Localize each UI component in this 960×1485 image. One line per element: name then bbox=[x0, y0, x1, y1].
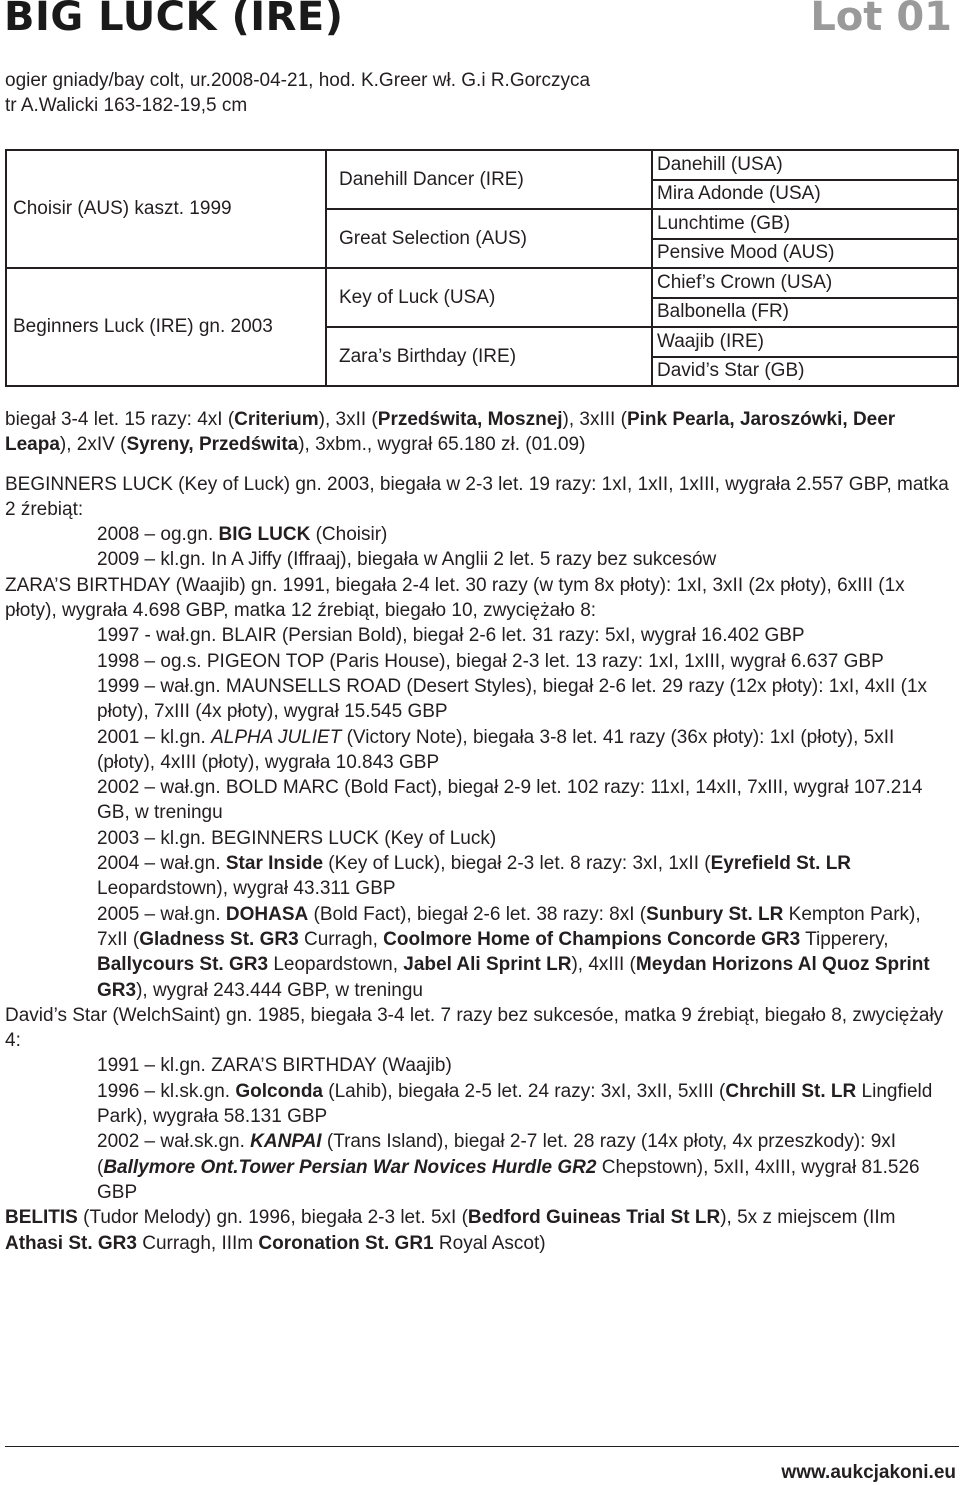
pedigree-great-grandparent: Chief’s Crown (USA) bbox=[652, 268, 958, 298]
progeny-entry: 2003 – kl.gn. BEGINNERS LUCK (Key of Luck) bbox=[97, 827, 497, 849]
progeny-entry: 1991 – kl.gn. ZARA’S BIRTHDAY (Waajib) bbox=[97, 1055, 452, 1077]
pedigree-great-grandparent: Mira Adonde (USA) bbox=[652, 180, 958, 210]
progeny-entry: 2002 – wał.gn. BOLD MARC (Bold Fact), biegał 2-9 let. 102 razy: 11xI, 14xII, 7xIII, wygrał 107.214 GB, w treningu bbox=[97, 777, 923, 824]
footer-divider bbox=[5, 1446, 959, 1447]
pedigree-great-grandparent: Balbonella (FR) bbox=[652, 298, 958, 328]
pedigree-table bbox=[5, 149, 959, 387]
website-link[interactable]: www.aukcjakoni.eu bbox=[781, 1462, 956, 1483]
lot-number: Lot 01 bbox=[810, 0, 952, 40]
progeny-entry: 1997 - wał.gn. BLAIR (Persian Bold), biegał 2-6 let. 31 razy: 5xI, wygrał 16.402 GBP bbox=[97, 625, 805, 647]
horse-name-title: BIG LUCK (IRE) bbox=[4, 0, 344, 40]
progeny-entry: 2001 – kl.gn. ALPHA JULIET (Victory Note), biegała 3-8 let. 41 razy (36x płoty): 1xI (płoty), 5xII (płoty), 4xIII (płoty), wygrała 10.843 GBP bbox=[97, 726, 895, 773]
great-granddam-line: David’s Star (WelchSaint) gn. 1985, biegała 3-4 let. 7 razy bez sukcesóe, matka 9 źrebiąt, biegało 8, zwyciężały 4: bbox=[5, 1004, 944, 1052]
pedigree-grandparent: Key of Luck (USA) bbox=[326, 268, 652, 327]
pedigree-grandparent: Great Selection (AUS) bbox=[326, 209, 652, 268]
pedigree-great-grandparent: Danehill (USA) bbox=[652, 150, 958, 180]
pedigree-grandparent: Zara’s Birthday (IRE) bbox=[326, 327, 652, 386]
horse-info bbox=[5, 68, 945, 118]
pedigree-great-grandparent: Lunchtime (GB) bbox=[652, 209, 958, 239]
granddam-line: ZARA’S BIRTHDAY (Waajib) gn. 1991, biegała 2-4 let. 30 razy (w tym 8x płoty): 1xI, 3xII (2x płoty), 6xIII (1x płoty), wygrała 4.698 GBP, matka 12 źrebiąt, biegało 10, zwyciężało 8: bbox=[5, 574, 905, 622]
pedigree-great-grandparent: Pensive Mood (AUS) bbox=[652, 239, 958, 269]
info-line-1: ogier gniady/bay colt, ur.2008-04-21, hod. K.Greer wł. G.i R.Gorczyca bbox=[5, 70, 591, 91]
racing-record: biegał 3-4 let. 15 razy: 4xI (Criterium), 3xII (Przedświta, Mosznej), 3xIII (Pink Pearla, Jaroszówki, Deer Leapa), 2xIV (Syreny, Przedświta), 3xbm., wygrał 65.180 zł. (01.09) bbox=[5, 409, 896, 456]
relative-line: BELITIS (Tudor Melody) gn. 1996, biegała 2-3 let. 5xI (Bedford Guineas Trial St LR), 5x z miejscem (IIm Athasi St. GR3 Curragh, IIIm Coronation St. GR1 Royal Ascot) bbox=[5, 1207, 896, 1254]
catalogue-body bbox=[5, 407, 955, 1256]
progeny-entry: 2005 – wał.gn. DOHASA (Bold Fact), biegał 2-6 let. 38 razy: 8xI (Sunbury St. LR Kempton Park), 7xII (Gladness St. GR3 Curragh, Coolmore Home of Champions Concorde GR3 Tipperery, Ballycours St. GR3 Leopardstown, Jabel Ali Sprint LR), 4xIII (Meydan Horizons Al Quoz Sprint GR3), wygrał 243.444 GBP, w treningu bbox=[97, 903, 930, 1001]
pedigree-great-grandparent: Waajib (IRE) bbox=[652, 327, 958, 357]
progeny-entry: 1999 – wał.gn. MAUNSELLS ROAD (Desert Styles), biegał 2-6 let. 29 razy (12x płoty): 1xI, 4xII (1x płoty), 7xIII (4x płoty), wygrał 15.545 GBP bbox=[97, 675, 928, 723]
dam-line: BEGINNERS LUCK (Key of Luck) gn. 2003, biegała w 2-3 let. 19 razy: 1xI, 1xII, 1xIII, wygrała 2.557 GBP, matka 2 źrebiąt: bbox=[5, 473, 949, 520]
progeny-entry: 1998 – og.s. PIGEON TOP (Paris House), biegał 2-3 let. 13 razy: 1xI, 1xIII, wygrał 6.637 GBP bbox=[97, 650, 884, 672]
progeny-entry: 2004 – wał.gn. Star Inside (Key of Luck), biegał 2-3 let. 8 razy: 3xI, 1xII (Eyrefield St. LR Leopardstown), wygrał 43.311 GBP bbox=[97, 853, 852, 900]
progeny-entry: 2008 – og.gn. BIG LUCK (Choisir) bbox=[97, 524, 388, 546]
progeny-entry: 2002 – wał.sk.gn. KANPAI (Trans Island), biegał 2-7 let. 28 razy (14x płoty, 4x przeszkody): 9xI (Ballymore Ont.Tower Persian War Novices Hurdle GR2 Chepstown), 5xII, 4xIII, wygrał 81.526 GBP bbox=[97, 1131, 920, 1203]
pedigree-sire: Choisir (AUS) kaszt. 1999 bbox=[6, 150, 326, 268]
progeny-entry: 1996 – kl.sk.gn. Golconda (Lahib), biegała 2-5 let. 24 razy: 3xI, 3xII, 5xIII (Chrchill St. LR Lingfield Park), wygrała 58.131 GBP bbox=[97, 1080, 933, 1128]
progeny-entry: 2009 – kl.gn. In A Jiffy (Iffraaj), biegała w Anglii 2 let. 5 razy bez sukcesów bbox=[97, 549, 717, 571]
pedigree-dam: Beginners Luck (IRE) gn. 2003 bbox=[6, 268, 326, 386]
info-line-2: tr A.Walicki 163-182-19,5 cm bbox=[5, 95, 248, 116]
pedigree-great-grandparent: David’s Star (GB) bbox=[652, 357, 958, 387]
pedigree-grandparent: Danehill Dancer (IRE) bbox=[326, 150, 652, 209]
